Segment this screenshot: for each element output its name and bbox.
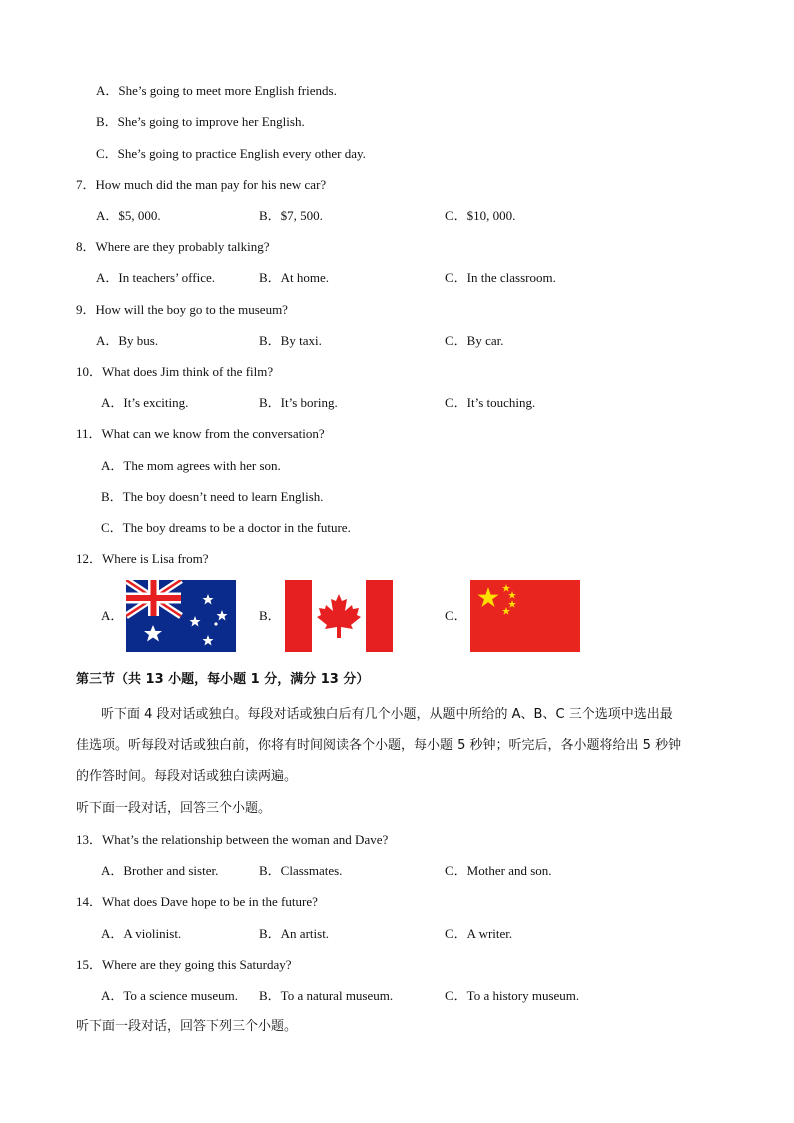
q10-stem: 10．What does Jim think of the film?	[76, 364, 274, 379]
q10-option-c: C．It’s touching.	[445, 395, 536, 410]
section-3-heading: 第三节（共 13 小题，每小题 1 分，满分 13 分）	[76, 672, 370, 687]
q15-option-b: B．To a natural museum.	[259, 988, 394, 1003]
q8-option-a: A．In teachers’ office.	[96, 270, 215, 285]
q8-option-b: B．At home.	[259, 270, 330, 285]
q8-option-c: C．In the classroom.	[445, 270, 556, 285]
q12-option-b-label: B．	[259, 608, 281, 623]
q13-stem: 13．What’s the relationship between the woman and Dave?	[76, 832, 389, 847]
china-flag-image	[470, 580, 580, 652]
dialogue-1-intro: 听下面一段对话，回答三个小题。	[76, 801, 272, 816]
q15-option-c: C．To a history museum.	[445, 988, 580, 1003]
q7-stem: 7．How much did the man pay for his new car?	[76, 177, 327, 192]
q7-option-b: B．$7, 500.	[259, 208, 323, 223]
q13-option-c: C．Mother and son.	[445, 863, 552, 878]
q6-option-a: A．She’s going to meet more English friends.	[96, 83, 337, 98]
q11-option-b: B．The boy doesn’t need to learn English.	[101, 489, 324, 504]
q11-option-c: C．The boy dreams to be a doctor in the future.	[101, 520, 351, 535]
q10-option-b: B．It’s boring.	[259, 395, 338, 410]
q12-option-a-label: A．	[101, 608, 124, 623]
q9-option-c: C．By car.	[445, 333, 504, 348]
q9-option-b: B．By taxi.	[259, 333, 322, 348]
q14-stem: 14．What does Dave hope to be in the future?	[76, 894, 318, 909]
q13-option-a: A．Brother and sister.	[101, 863, 219, 878]
section-3-instruction-line-2: 佳选项。听每段对话或独白前，你将有时间阅读各个小题，每小题 5 秒钟；听完后，各小题将给出 5 秒钟	[76, 738, 682, 753]
q12-option-c-label: C．	[445, 608, 467, 623]
dialogue-2-intro: 听下面一段对话，回答下列三个小题。	[76, 1019, 298, 1034]
q13-option-b: B．Classmates.	[259, 863, 343, 878]
q14-option-b: B．An artist.	[259, 926, 330, 941]
q12-stem: 12．Where is Lisa from?	[76, 551, 209, 566]
section-3-instruction-line-3: 的作答时间。每段对话或独白读两遍。	[76, 769, 298, 784]
q15-option-a: A．To a science museum.	[101, 988, 238, 1003]
q7-option-c: C．$10, 000.	[445, 208, 516, 223]
q11-option-a: A．The mom agrees with her son.	[101, 458, 281, 473]
canada-flag-image	[285, 580, 393, 652]
q10-option-a: A．It’s exciting.	[101, 395, 189, 410]
q8-stem: 8．Where are they probably talking?	[76, 239, 270, 254]
q9-stem: 9．How will the boy go to the museum?	[76, 302, 288, 317]
q11-stem: 11．What can we know from the conversation?	[76, 426, 325, 441]
q14-option-c: C．A writer.	[445, 926, 513, 941]
q9-option-a: A．By bus.	[96, 333, 159, 348]
q7-option-a: A．$5, 000.	[96, 208, 161, 223]
q6-option-c: C．She’s going to practice English every other day.	[96, 146, 366, 161]
q14-option-a: A．A violinist.	[101, 926, 182, 941]
australia-flag-image	[126, 580, 236, 652]
section-3-instruction-line-1: 听下面 4 段对话或独白。每段对话或独白后有几个小题，从题中所给的 A、B、C 三个选项中选出最	[101, 707, 673, 722]
q15-stem: 15．Where are they going this Saturday?	[76, 957, 292, 972]
q6-option-b: B．She’s going to improve her English.	[96, 114, 305, 129]
